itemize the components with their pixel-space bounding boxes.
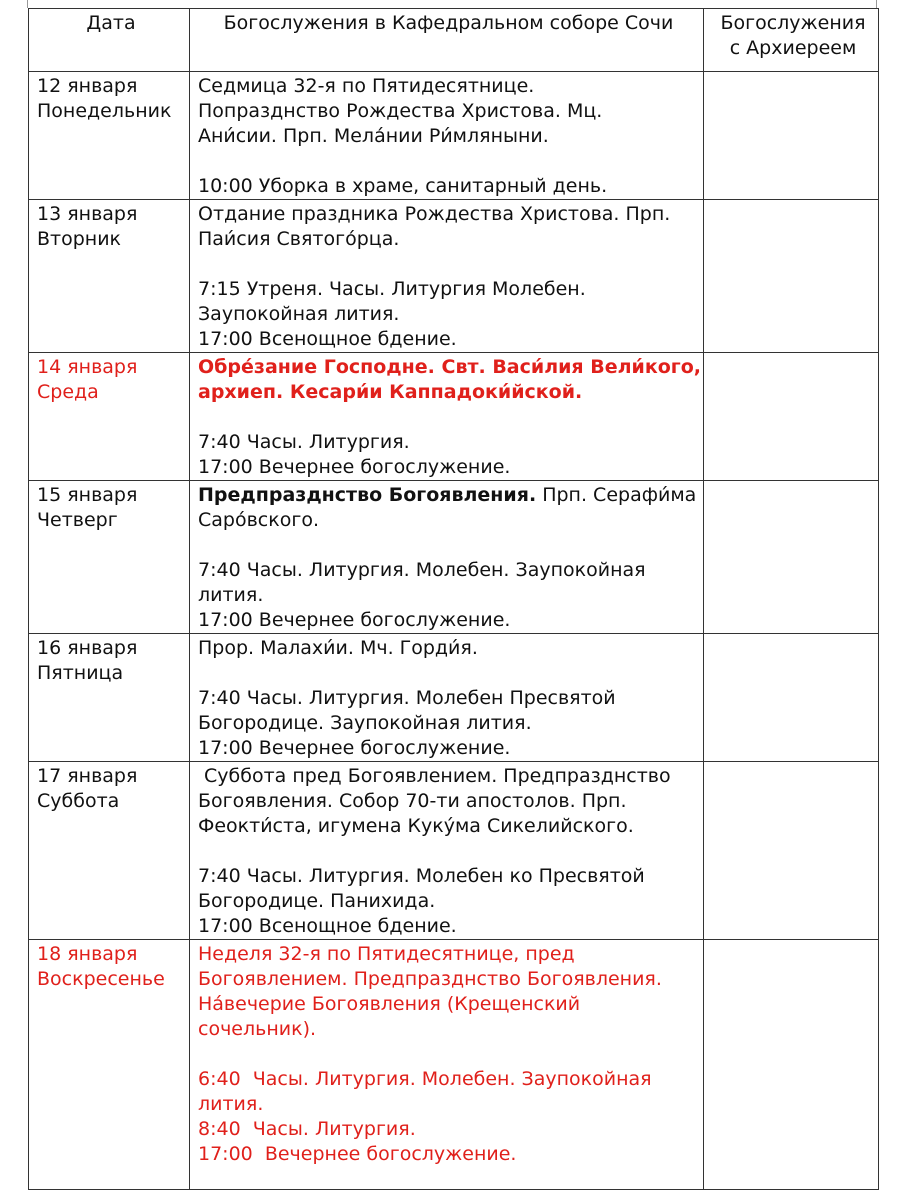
date-cell [29, 353, 190, 481]
service-cell [190, 481, 704, 634]
service-line: 17:00 Вечернее богослужение. [198, 456, 511, 478]
bishop-cell [704, 940, 879, 1190]
table-row [29, 634, 879, 762]
feast-title-line: Суббота пред Богоявлением. Предпразднство [198, 765, 671, 787]
day-weekday: Среда [37, 381, 99, 403]
day-date: 13 января [37, 203, 138, 225]
date-cell [29, 762, 190, 940]
service-line: 7:40 Часы. Литургия. Молебен. Заупокойная [198, 559, 646, 581]
service-line: 17:00 Всенощное бдение. [198, 915, 457, 937]
service-cell [190, 200, 704, 353]
header-bishop-line1: Богослужения [720, 12, 866, 34]
date-cell [29, 940, 190, 1190]
service-line: 7:40 Часы. Литургия. Молебен ко Пресвятой [198, 865, 645, 887]
feast-title-line: Неделя 32-я по Пятидесятнице, пред [198, 943, 575, 965]
table-row [29, 72, 879, 200]
date-cell [29, 72, 190, 200]
day-weekday: Воскресенье [37, 968, 165, 990]
day-weekday: Пятница [37, 662, 124, 684]
feast-title-line: Попразднство Рождества Христова. Мц. [198, 100, 603, 122]
day-date: 18 января [37, 943, 138, 965]
service-line: лития. [198, 1093, 264, 1115]
day-weekday: Вторник [37, 228, 122, 250]
feast-title-line: Богоявлением. Предпразднство Богоявления. [198, 968, 662, 990]
day-date: 17 января [37, 765, 138, 787]
feast-title-line [198, 483, 699, 508]
table-row [29, 940, 879, 1190]
service-line: 8:40 Часы. Литургия. [198, 1118, 416, 1140]
service-cell [190, 940, 704, 1190]
service-line: Богородице. Панихида. [198, 890, 436, 912]
page-edge-right [876, 0, 877, 8]
table-row [29, 481, 879, 634]
bishop-cell [704, 72, 879, 200]
feast-title-line: сочельник). [198, 1018, 317, 1040]
feast-title-rest: Прп. Серафи́ма [536, 484, 697, 506]
service-cell [190, 634, 704, 762]
feast-title-line: Богоявления. Собор 70-ти апостолов. Прп. [198, 790, 627, 812]
service-line: 17:00 Всенощное бдение. [198, 328, 457, 350]
table-header-row [29, 9, 879, 72]
bishop-cell [704, 634, 879, 762]
day-weekday: Четверг [37, 509, 118, 531]
service-line: Богородице. Заупокойная лития. [198, 712, 532, 734]
feast-title-bold: Предпразднство Богоявления. [198, 484, 537, 506]
header-date: Дата [29, 9, 190, 72]
day-date: 14 января [37, 356, 138, 378]
service-cell [190, 353, 704, 481]
table-row [29, 353, 879, 481]
table-row [29, 200, 879, 353]
service-line: 17:00 Вечернее богослужение. [198, 1143, 517, 1165]
feast-title-line: Ани́сии. Прп. Мела́нии Ри́мляныни. [198, 125, 549, 147]
day-date: 16 января [37, 637, 138, 659]
date-cell [29, 634, 190, 762]
service-line: 7:40 Часы. Литургия. [198, 431, 410, 453]
day-date: 15 января [37, 484, 138, 506]
service-line: 17:00 Вечернее богослужение. [198, 737, 511, 759]
service-cell [190, 762, 704, 940]
feast-title-line: Саро́вского. [198, 509, 319, 531]
feast-title-line: На́вечерие Богоявления (Крещенский [198, 993, 581, 1015]
service-line: лития. [198, 584, 264, 606]
service-line: 7:40 Часы. Литургия. Молебен Пресвятой [198, 687, 616, 709]
header-cathedral: Богослужения в Кафедральном соборе Сочи [190, 9, 704, 72]
bishop-cell [704, 353, 879, 481]
day-weekday: Понедельник [37, 100, 172, 122]
schedule-table [28, 8, 879, 1190]
service-cell [190, 72, 704, 200]
feast-title-line: Феокти́ста, игумена Куку́ма Сикелийского. [198, 815, 634, 837]
service-line: 17:00 Вечернее богослужение. [198, 609, 511, 631]
service-line: 6:40 Часы. Литургия. Молебен. Заупокойная [198, 1068, 652, 1090]
service-line: 7:15 Утреня. Часы. Литургия Молебен. [198, 278, 586, 300]
day-date: 12 января [37, 75, 138, 97]
feast-title-line: Обре́зание Господне. Свт. Васи́лия Вели́кого, [198, 356, 701, 378]
page-edge-left [27, 0, 28, 8]
bishop-cell [704, 481, 879, 634]
header-bishop [704, 9, 879, 72]
feast-title-line: Прор. Малахи́и. Мч. Горди́я. [198, 637, 478, 659]
service-line: 10:00 Уборка в храме, санитарный день. [198, 175, 608, 197]
bishop-cell [704, 762, 879, 940]
feast-title-line: Паи́сия Святого́рца. [198, 228, 400, 250]
service-line: Заупокойная лития. [198, 303, 400, 325]
header-bishop-line2: с Архиереем [729, 37, 857, 59]
day-weekday: Суббота [37, 790, 120, 812]
feast-title-line: архиеп. Кесари́и Каппадоки́йской. [198, 381, 583, 403]
feast-title-line: Отдание праздника Рождества Христова. Прп. [198, 203, 671, 225]
date-cell [29, 200, 190, 353]
date-cell [29, 481, 190, 634]
feast-title-line: Седмица 32-я по Пятидесятнице. [198, 75, 535, 97]
bishop-cell [704, 200, 879, 353]
table-row [29, 762, 879, 940]
